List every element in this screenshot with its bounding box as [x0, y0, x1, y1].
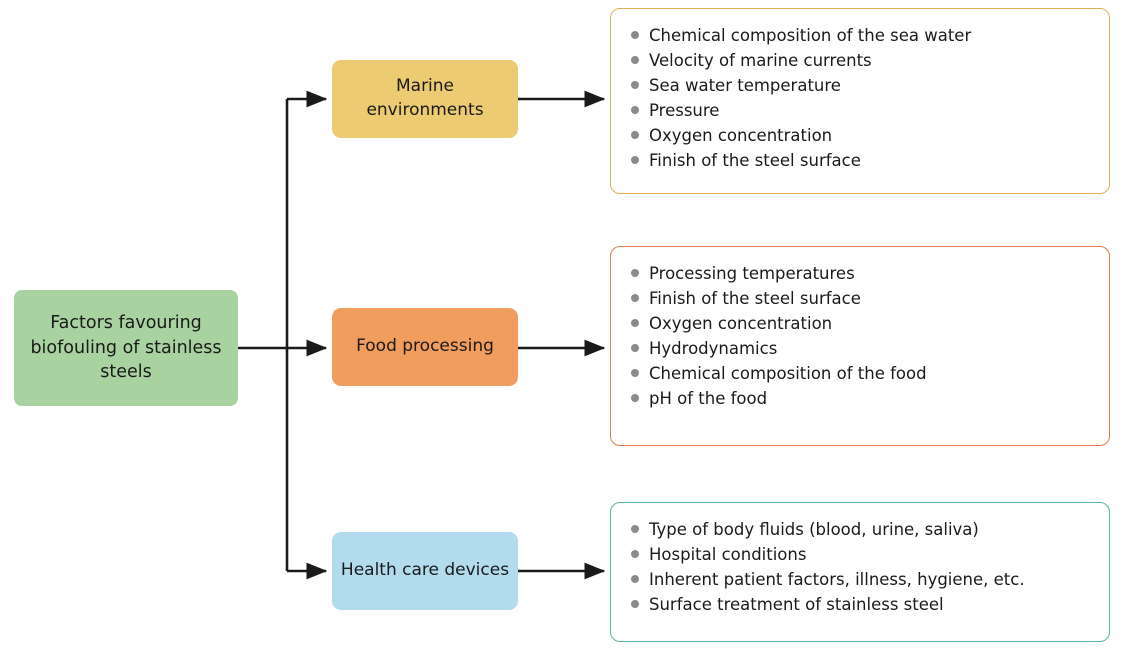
list-item — [629, 123, 1091, 148]
list-item-label: Hospital conditions — [649, 545, 807, 565]
list-item-label: Oxygen concentration — [649, 314, 833, 334]
detail-panel-health — [610, 502, 1110, 642]
bullet-icon — [631, 81, 639, 89]
list-item-label: Velocity of marine currents — [649, 51, 872, 71]
detail-panel-marine — [610, 8, 1110, 194]
bullet-icon — [631, 106, 639, 114]
list-item — [629, 261, 1091, 286]
bullet-icon — [631, 269, 639, 277]
list-item-label: Finish of the steel surface — [649, 289, 861, 309]
root-node — [14, 290, 238, 406]
list-item — [629, 567, 1091, 592]
branch-node-health — [332, 532, 518, 610]
list-item — [629, 286, 1091, 311]
list-item — [629, 148, 1091, 173]
list-item — [629, 98, 1091, 123]
detail-list-health — [629, 517, 1091, 617]
bullet-icon — [631, 156, 639, 164]
bullet-icon — [631, 294, 639, 302]
list-item-label: pH of the food — [649, 389, 768, 409]
list-item-label: Chemical composition of the food — [649, 364, 927, 384]
bullet-icon — [631, 550, 639, 558]
list-item-label: Processing temperatures — [649, 264, 855, 283]
list-item-label: Sea water temperature — [649, 76, 841, 96]
list-item — [629, 73, 1091, 98]
list-item — [629, 361, 1091, 386]
bullet-icon — [631, 344, 639, 352]
detail-list-food — [629, 261, 1091, 411]
list-item — [629, 592, 1091, 617]
bullet-icon — [631, 394, 639, 402]
list-item-label: Hydrodynamics — [649, 339, 778, 359]
list-item-label: Surface treatment of stainless steel — [649, 595, 944, 615]
list-item-label: Type of body fluids (blood, urine, saliva) — [649, 520, 979, 539]
bullet-icon — [631, 56, 639, 64]
branch-node-food — [332, 308, 518, 386]
detail-panel-food — [610, 246, 1110, 446]
branch-node-marine — [332, 60, 518, 138]
bullet-icon — [631, 131, 639, 139]
branch-node-health-label: Health care devices — [340, 560, 510, 581]
branch-node-food-label: Food processing — [356, 336, 494, 357]
branch-node-marine-label: Marine environments — [366, 76, 484, 120]
list-item — [629, 23, 1091, 48]
list-item-label: Chemical composition of the sea water — [649, 26, 972, 45]
list-item-label: Oxygen concentration — [649, 126, 833, 146]
bullet-icon — [631, 575, 639, 583]
list-item — [629, 542, 1091, 567]
bullet-icon — [631, 319, 639, 327]
list-item — [629, 48, 1091, 73]
bullet-icon — [631, 369, 639, 377]
list-item-label: Inherent patient factors, illness, hygiene, etc. — [649, 570, 1025, 590]
list-item-label: Finish of the steel surface — [649, 151, 861, 171]
bullet-icon — [631, 525, 639, 533]
list-item-label: Pressure — [649, 101, 720, 121]
detail-list-marine — [629, 23, 1091, 173]
root-node-label: Factors favouring biofouling of stainless steels — [30, 312, 222, 383]
list-item — [629, 517, 1091, 542]
bullet-icon — [631, 600, 639, 608]
list-item — [629, 336, 1091, 361]
list-item — [629, 386, 1091, 411]
bullet-icon — [631, 31, 639, 39]
list-item — [629, 311, 1091, 336]
